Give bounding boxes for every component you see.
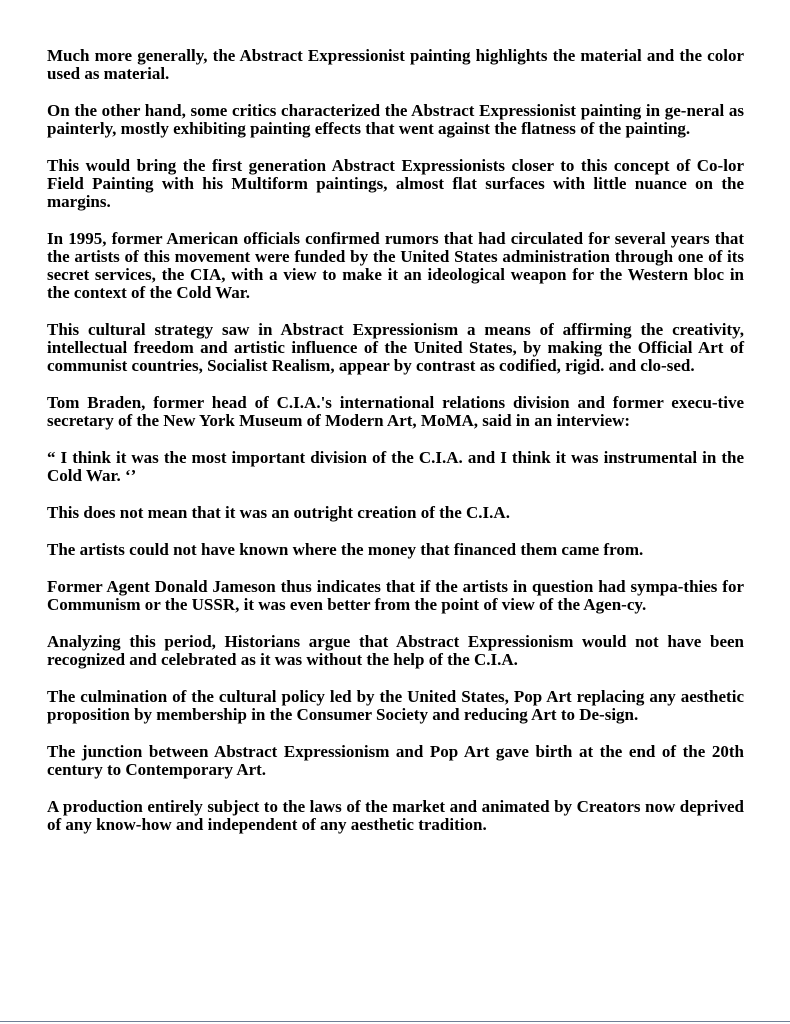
paragraph-jameson: Former Agent Donald Jameson thus indicates that if the artists in question had sympa-thies for Communism or the USSR, it was even better from the point of view of the Agen-cy.	[47, 577, 744, 614]
paragraph-money: The artists could not have known where the money that financed them came from.	[47, 540, 644, 559]
bottom-divider	[0, 1021, 790, 1022]
paragraph-painterly: On the other hand, some critics characterized the Abstract Expressionist painting in ge-neral as painterly, mostly exhibiting painting effects that went against the flatness of the painting.	[47, 101, 744, 138]
document-page	[47, 47, 744, 834]
paragraph-not-creation: This does not mean that it was an outright creation of the C.I.A.	[47, 503, 510, 522]
paragraph-cultural-strategy: This cultural strategy saw in Abstract Expressionism a means of affirming the creativity, intellectual freedom and artistic influence of the United States, by making the Official Art of communist countries, Socialist Realism, appear by contrast as codified, rigid. and clo-sed.	[47, 320, 744, 375]
paragraph-color-field: This would bring the first generation Abstract Expressionists closer to this concept of Co-lor Field Painting with his Multiform paintings, almost flat surfaces with little nuance on the margins.	[47, 156, 744, 211]
paragraph-pop-art: The culmination of the cultural policy led by the United States, Pop Art replacing any aesthetic proposition by membership in the Consumer Society and reducing Art to De-sign.	[47, 687, 744, 724]
paragraph-material: Much more generally, the Abstract Expressionist painting highlights the material and the color used as material.	[47, 46, 744, 83]
paragraph-contemporary-art: The junction between Abstract Expressionism and Pop Art gave birth at the end of the 20th century to Contemporary Art.	[47, 742, 744, 779]
paragraph-tom-braden: Tom Braden, former head of C.I.A.'s international relations division and former execu-tive secretary of the New York Museum of Modern Art, MoMA, said in an interview:	[47, 393, 744, 430]
paragraph-historians: Analyzing this period, Historians argue that Abstract Expressionism would not have been recognized and celebrated as it was without the help of the C.I.A.	[47, 632, 744, 669]
paragraph-cia-funding: In 1995, former American officials confirmed rumors that had circulated for several years that the artists of this movement were funded by the United States administration through one of its secret services, the CIA, with a view to make it an ideological weapon for the Western bloc in the context of the Cold War.	[47, 229, 744, 302]
paragraph-production: A production entirely subject to the laws of the market and animated by Creators now deprived of any know-how and independent of any aesthetic tradition.	[47, 797, 744, 834]
paragraph-quote: “ I think it was the most important division of the C.I.A. and I think it was instrumental in the Cold War. ‘’	[47, 448, 744, 485]
